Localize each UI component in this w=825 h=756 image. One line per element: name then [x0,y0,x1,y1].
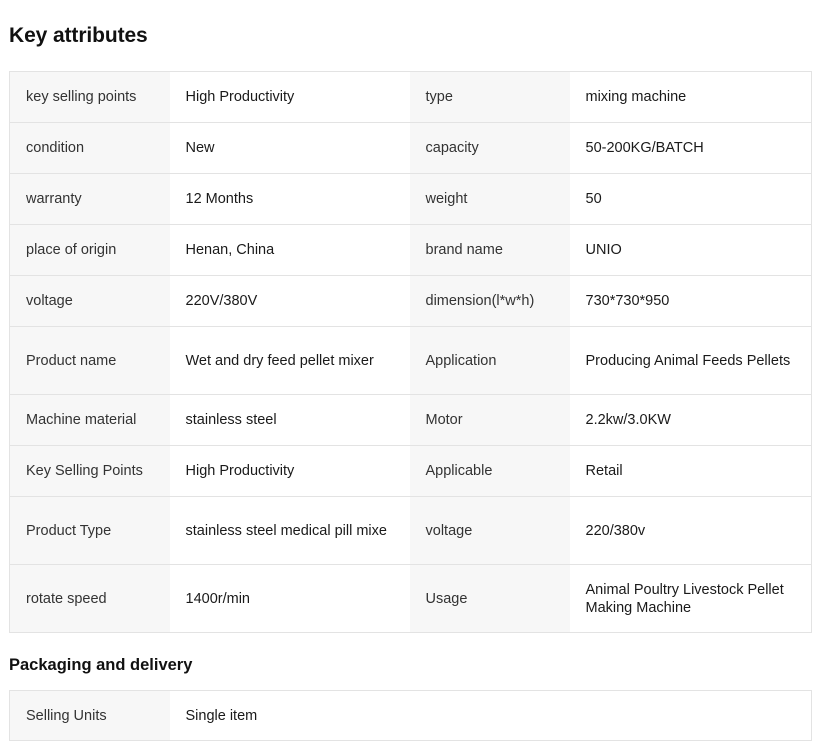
attribute-row [10,72,812,123]
attribute-label: Application [410,327,570,395]
attribute-value: New [170,123,410,174]
attribute-value: mixing machine [570,72,812,123]
attribute-value: 220V/380V [170,276,410,327]
attribute-value: stainless steel [170,395,410,446]
attribute-label: condition [10,123,170,174]
attribute-row [10,497,812,565]
attribute-label: warranty [10,174,170,225]
attribute-label: capacity [410,123,570,174]
attribute-value: 730*730*950 [570,276,812,327]
attribute-row [10,225,812,276]
attribute-row [10,123,812,174]
attribute-row [10,276,812,327]
attribute-value: 2.2kw/3.0KW [570,395,812,446]
attribute-value: Animal Poultry Livestock Pellet Making Machine [570,565,812,633]
packaging-table [9,690,812,741]
attribute-row [10,395,812,446]
attribute-label: Product Type [10,497,170,565]
packaging-value: Single item [170,691,812,741]
attribute-value: 50 [570,174,812,225]
attribute-row [10,327,812,395]
attribute-value: UNIO [570,225,812,276]
attribute-label: Key Selling Points [10,446,170,497]
attribute-value: 1400r/min [170,565,410,633]
attribute-label: Usage [410,565,570,633]
attribute-value: Henan, China [170,225,410,276]
attribute-value: High Productivity [170,72,410,123]
attribute-value: Wet and dry feed pellet mixer [170,327,410,395]
attribute-value: Retail [570,446,812,497]
attribute-value: 12 Months [170,174,410,225]
attribute-row [10,565,812,633]
key-attributes-heading: Key attributes [9,24,148,47]
attribute-label: Machine material [10,395,170,446]
attribute-value: High Productivity [170,446,410,497]
attribute-label: dimension(l*w*h) [410,276,570,327]
attribute-label: Product name [10,327,170,395]
attribute-row [10,446,812,497]
packaging-label: Selling Units [10,691,170,741]
attribute-label: place of origin [10,225,170,276]
attribute-label: Applicable [410,446,570,497]
attribute-row [10,174,812,225]
attribute-label: key selling points [10,72,170,123]
attribute-value: 220/380v [570,497,812,565]
packaging-heading: Packaging and delivery [9,656,193,674]
attribute-value: 50-200KG/BATCH [570,123,812,174]
attribute-label: Motor [410,395,570,446]
packaging-row [10,691,812,741]
attribute-label: type [410,72,570,123]
attribute-label: voltage [10,276,170,327]
attribute-label: voltage [410,497,570,565]
attribute-value: Producing Animal Feeds Pellets [570,327,812,395]
attribute-label: weight [410,174,570,225]
key-attributes-table [9,71,812,633]
attribute-value: stainless steel medical pill mixe [170,497,410,565]
attribute-label: brand name [410,225,570,276]
attribute-label: rotate speed [10,565,170,633]
